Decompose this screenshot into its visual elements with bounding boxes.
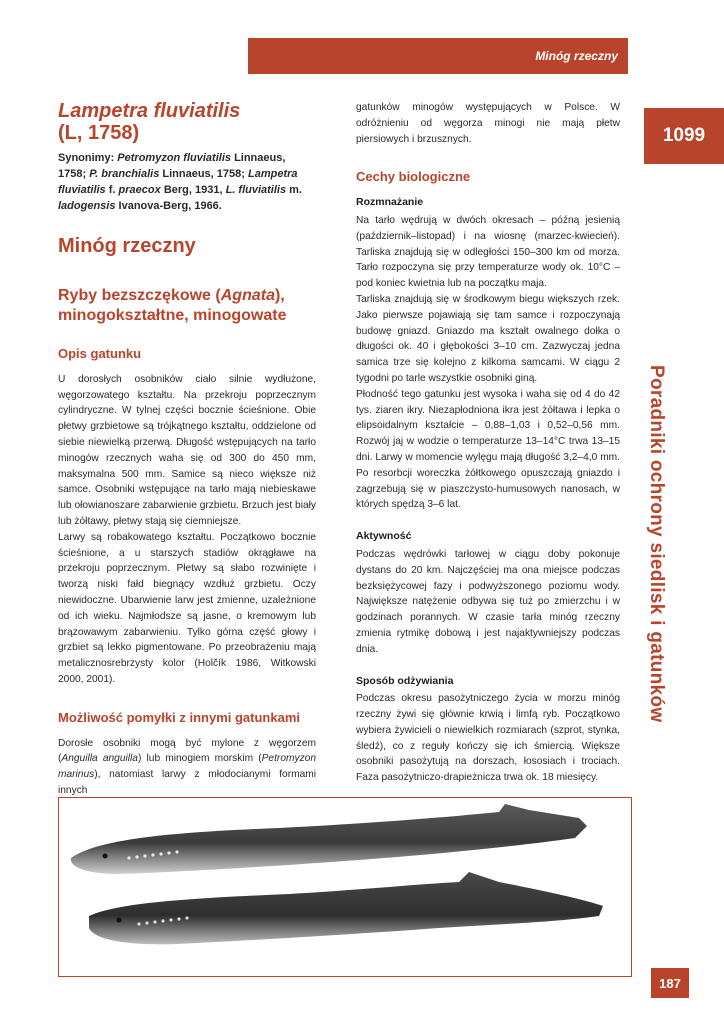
sci-name-text: Lampetra fluviatilis <box>58 100 241 122</box>
synonym-name: ladogensis <box>58 200 116 212</box>
paragraph: Podczas okresu pasożytniczego życia w morzu minóg rzeczny żywi się głównie krwią i limfą ryb. Początkowo wybiera żywicieli o niewielkich rozmiarach (szprot, stynka, śledź), co z reguły kończy się ich śmiercią. Większe osobniki pasożytują na dorszach, łososiach i trociach. Faza pasożytniczo-drapieżnicza trwa ok. 18 miesięcy. <box>356 693 620 784</box>
side-title: Poradniki ochrony siedlisk i gatunków <box>646 365 667 723</box>
scientific-name <box>58 100 316 144</box>
subheading-odzywianie: Sposób odżywiania <box>356 674 454 687</box>
lamprey-figure <box>58 797 632 977</box>
paragraph: Larwy są robakowatego kształtu. Początkowo bocznie ścieśnione, a u starszych stadiów okrągławe na przekroju poprzecznym. Płetwy są słabo rozwinięte i tworzą niski fałd biegnący wzdłuż grzbietu. Oczy niewidoczne. Ubarwienie larw jest zmienne, uzależnione od ich wieku. Najmłodsze są jasne, o kremowym lub brązowawym zabarwieniu. Tylko górna część głowy i grzbiet są lekko pigmentowane. Po przeobrażeniu mają metalicznosrebrzysty kolor (Holčík 1986, Witkowski 2000, 2001). <box>58 531 316 685</box>
lamprey-lower <box>89 872 603 944</box>
lamprey-illustration <box>59 798 631 976</box>
synonym-author: f. <box>108 184 116 196</box>
section-heading-opis: Opis gatunku <box>58 346 142 361</box>
right-column <box>356 100 620 786</box>
text-run: ), natomiast larwy z młodocianymi formami innych <box>58 769 316 796</box>
synonym-name: Lampetra fluviatilis <box>58 168 298 196</box>
paragraph: gatunków minogów występujących w Polsce. W odróżnieniu od węgorza minogi nie mają płetw piersiowych i brzusznych. <box>356 102 620 145</box>
family-text: ), minogokształtne, minogowate <box>58 287 287 324</box>
sci-author: (L, 1758) <box>58 122 140 144</box>
left-column <box>58 100 316 799</box>
chapter-tab <box>644 108 724 164</box>
section-heading-pomylka: Możliwość pomyłki z innymi gatunkami <box>58 709 300 725</box>
species-name: Petromyzon marinus <box>58 753 316 781</box>
running-header <box>248 38 628 74</box>
synonym-author: Linnaeus, 1758; <box>162 168 245 180</box>
synonym-author: Ivanova-Berg, 1966. <box>118 200 222 212</box>
synonyms <box>58 150 316 214</box>
lamprey-upper <box>71 804 587 874</box>
subheading-rozmnazanie: Rozmnażanie <box>356 196 424 209</box>
paragraph <box>58 736 316 799</box>
page-number: 187 <box>651 968 689 998</box>
species-name: Anguilla anguilla <box>61 753 138 765</box>
family-classification <box>58 286 316 326</box>
paragraph: Tarliska znajdują się w środkowym biegu większych rzek. Jako pierwsze pojawiają się tam samce i rozpoczynają budowę gniazd. Gniazdo ma kształt owalnego dołka o długości ok. 40 i głębokości 3–10 cm. Zazwyczaj jedna samica trze się kolejno z kilkoma samcami. W ciągu 2 tygodni po tarle wszystkie osobniki giną. <box>356 293 620 384</box>
paragraph: U dorosłych osobników ciało silnie wydłużone, węgorzowatego kształtu. Na przekroju poprzecznym cylindryczne. W tylnej części bocznie ścieśnione. Obie płetwy grzbietowe są trójkątnego kształtu, oddzielone od siebie niewielką przerwą. Długość wstępujących na tarło minogów rzecznych waha się od 300 do 450 mm, maksymalna 500 mm. Samice są nieco większe niż samce. Osobniki wstępujące na tarło mają niebieskawe lub ołowianoszare zabarwienie grzbietu. Brzuch jest biały lub żółtawy, płetwy stają się ciemniejsze. <box>58 373 316 527</box>
synonyms-label: Synonimy: <box>58 152 115 164</box>
synonym-name: L. fluviatilis <box>225 184 287 196</box>
running-title: Minóg rzeczny <box>535 49 618 63</box>
synonym-author: Linnaeus, 1758; <box>58 152 286 180</box>
family-italic: Agnata <box>220 287 275 304</box>
synonym-name: Petromyzon fluviatilis <box>117 152 231 164</box>
synonym-author: m. <box>289 184 302 196</box>
paragraph: Na tarło wędrują w dwóch okresach – późną jesienią (październik–listopad) i na wiosnę (marzec-kwiecień). Tarliska znajdują się w odległości 150–300 km od morza. Tarło rozpoczyna się przy temperaturze wody ok. 10°C – pod koniec kwietnia lub na początku maja. <box>356 214 620 290</box>
text-run: ) lub minogiem morskim ( <box>137 753 262 765</box>
paragraph: Płodność tego gatunku jest wysoka i waha się od 4 do 42 tys. ziaren ikry. Niezapłodniona ikra jest żółtawa i lepka o elipsoidalnym kształcie – 0,88–1,03 i 0,52–0,56 mm. Rozwój jaj w wodzie o temperaturze 13–14°C trwa 13–15 dni. Larwy w momencie wylęgu mają długość 3,2–4,0 mm. Po resorbcji woreczka żółtkowego opuszczają gniazdo i zagrzebują się w piaszczysto-humusowych nanosach, w których spędzą 3–6 lat. <box>356 388 620 511</box>
chapter-number: 1099 <box>662 125 706 146</box>
text-run: Dorosłe osobniki mogą być mylone z węgorzem ( <box>58 737 316 765</box>
paragraph: Podczas wędrówki tarłowej w ciągu doby pokonuje dystans do 20 km. Najczęściej ma ona miejsce podczas bezksiężycowej fazy i podwyższonego poziomu wody. Największe natężenie odbywa się tuż po zmierzchu i w godzinach porannych. W czasie tarła minóg rzeczny zmienia rytmikę dobową i jest najaktywniejszy podczas dnia. <box>356 548 620 655</box>
synonym-author: Berg, 1931, <box>163 184 223 196</box>
common-name: Minóg rzeczny <box>58 235 196 257</box>
subheading-aktywnosc: Aktywność <box>356 530 412 543</box>
synonym-name: praecox <box>118 184 161 196</box>
section-heading-cechy: Cechy biologiczne <box>356 169 471 185</box>
family-text: Ryby bezszczękowe ( <box>58 287 221 304</box>
synonym-name: P. branchialis <box>89 168 160 180</box>
